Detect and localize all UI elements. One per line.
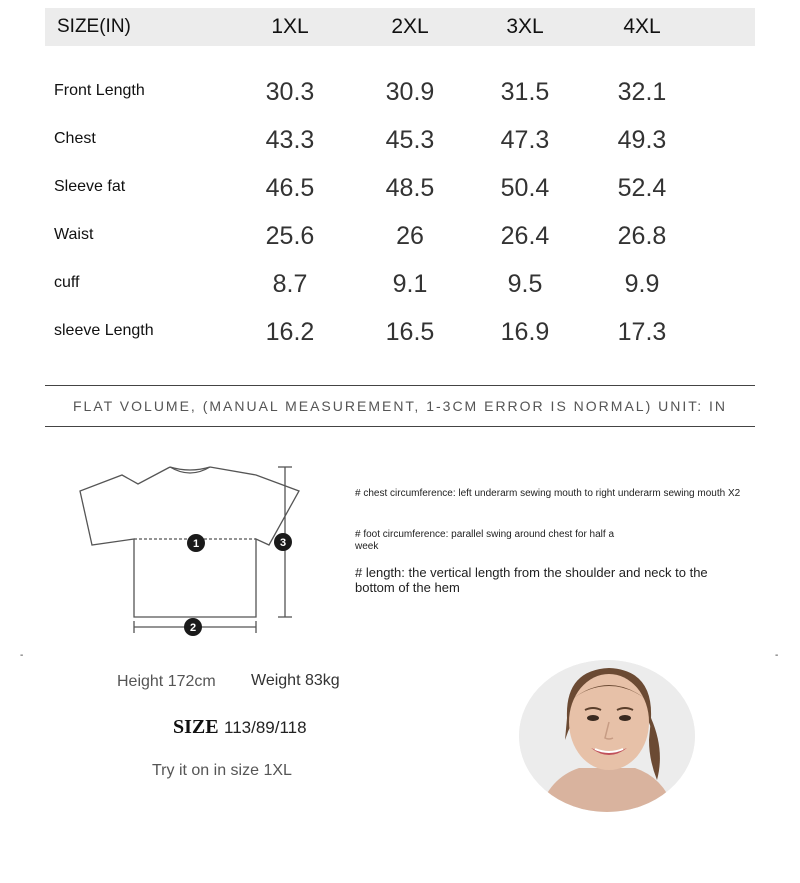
header-1xl: 1XL <box>271 15 309 38</box>
try-on-note: Try it on in size 1XL <box>152 762 292 779</box>
table-row <box>45 74 755 114</box>
cell-value: 26.8 <box>617 222 667 250</box>
chest-description: # chest circumference: left underarm sewing mouth to right underarm sewing mouth X2 <box>355 488 741 499</box>
dash-mark: - <box>775 650 779 661</box>
cell-value: 43.3 <box>265 126 315 154</box>
row-label: Chest <box>54 130 96 147</box>
table-row <box>45 266 755 306</box>
cell-value: 16.2 <box>265 318 315 346</box>
header-4xl: 4XL <box>623 15 661 38</box>
cell-value: 30.9 <box>385 78 435 106</box>
size-label: SIZE <box>173 716 219 738</box>
size-value: 113/89/118 <box>224 718 307 737</box>
length-description: # length: the vertical length from the shoulder and neck to the bottom of the hem <box>355 565 708 595</box>
cell-value: 16.5 <box>385 318 435 346</box>
cell-value: 30.3 <box>265 78 315 106</box>
table-row <box>45 314 755 354</box>
cell-value: 46.5 <box>265 174 315 202</box>
cell-value: 32.1 <box>617 78 667 106</box>
row-label: Waist <box>54 226 94 243</box>
row-label: cuff <box>54 274 80 291</box>
table-row <box>45 122 755 162</box>
row-label: sleeve Length <box>54 322 154 339</box>
measurement-note: FLAT VOLUME, (MANUAL MEASUREMENT, 1-3CM ERROR IS NORMAL) UNIT: IN <box>72 398 728 414</box>
cell-value: 49.3 <box>617 126 667 154</box>
cell-value: 9.9 <box>624 270 660 298</box>
cell-value: 9.5 <box>507 270 543 298</box>
marker-2 <box>184 618 202 636</box>
dash-mark: - <box>20 650 24 661</box>
table-row <box>45 218 755 258</box>
cell-value: 8.7 <box>272 270 308 298</box>
row-label: Sleeve fat <box>54 178 126 195</box>
cell-value: 17.3 <box>617 318 667 346</box>
size-table-header <box>45 8 755 46</box>
cell-value: 50.4 <box>500 174 550 202</box>
cell-value: 31.5 <box>500 78 550 106</box>
header-2xl: 2XL <box>391 15 429 38</box>
marker-3 <box>274 533 292 551</box>
marker-1 <box>187 534 205 552</box>
divider <box>45 426 755 427</box>
model-portrait-icon <box>519 660 695 812</box>
model-weight: Weight 83kg <box>251 672 340 689</box>
cell-value: 52.4 <box>617 174 667 202</box>
cell-value: 25.6 <box>265 222 315 250</box>
marker-1-label: 1 <box>192 538 200 550</box>
tshirt-diagram <box>60 455 320 645</box>
foot-description: # foot circumference: parallel swing around chest for half a week <box>355 529 615 552</box>
cell-value: 47.3 <box>500 126 550 154</box>
cell-value: 48.5 <box>385 174 435 202</box>
cell-value: 26.4 <box>500 222 550 250</box>
row-label: Front Length <box>54 82 145 99</box>
divider <box>45 385 755 386</box>
header-3xl: 3XL <box>506 15 544 38</box>
cell-value: 26 <box>396 222 424 250</box>
marker-2-label: 2 <box>189 622 197 634</box>
cell-value: 16.9 <box>500 318 550 346</box>
avatar <box>519 660 695 812</box>
cell-value: 45.3 <box>385 126 435 154</box>
header-size-label: SIZE(IN) <box>57 16 131 37</box>
table-row <box>45 170 755 210</box>
model-height: Height 172cm <box>117 673 216 690</box>
marker-3-label: 3 <box>279 537 287 549</box>
cell-value: 9.1 <box>392 270 428 298</box>
